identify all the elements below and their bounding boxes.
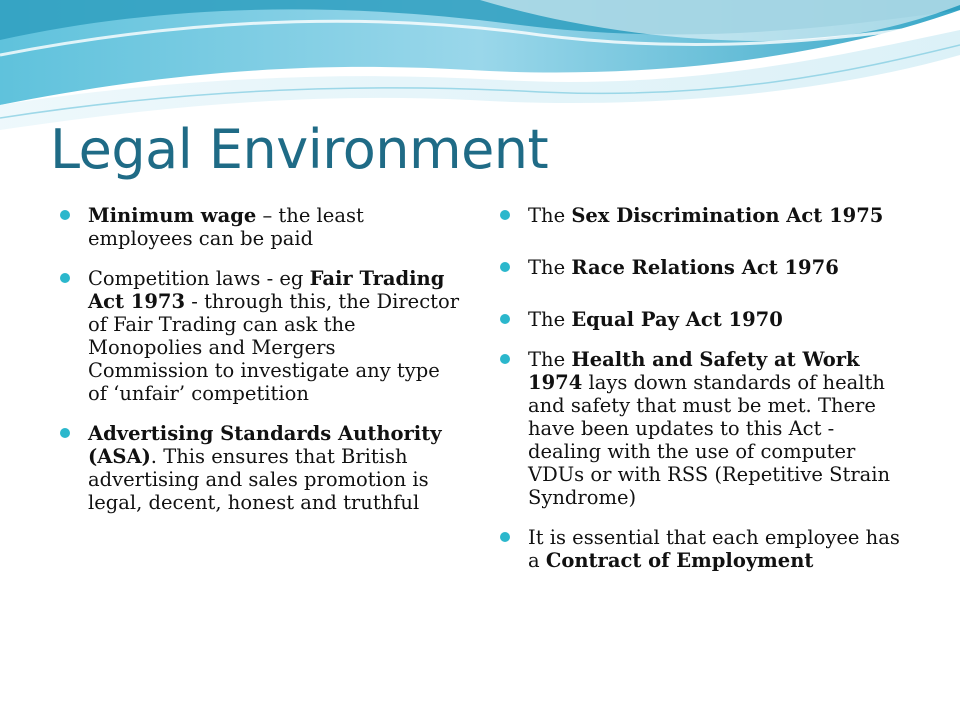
bold-term: Contract of Employment [545, 549, 814, 572]
left-column [60, 204, 460, 531]
left-bullet-list [60, 204, 460, 514]
item-text: . This ensures that British advertising and sales promotion is legal, decent, honest and truthful [88, 445, 429, 514]
bullet-icon [60, 428, 70, 438]
list-item [60, 422, 460, 514]
slide-title: Legal Environment [50, 118, 549, 181]
bold-term: Advertising Standards Authority (ASA) [88, 422, 442, 468]
bold-term: Race Relations Act 1976 [571, 256, 839, 279]
item-text: lays down standards of health and safety that must be met. There have been updates to this Act - dealing with the use of computer VDUs or with RSS (Repetitive Strain Syndrome) [528, 371, 891, 509]
bold-term: Health and Safety at Work 1974 [528, 348, 860, 394]
item-text: - through this, the Director of Fair Trading can ask the Monopolies and Mergers Commission to investigate any type of ‘unfair’ competition [88, 290, 460, 405]
list-item [60, 267, 460, 405]
bold-term: Minimum wage [88, 204, 257, 227]
item-text: It is essential that each employee has a [528, 526, 900, 572]
item-text: The [528, 348, 572, 371]
bold-term: Sex Discrimination Act 1975 [571, 204, 884, 227]
bullet-icon [500, 354, 510, 364]
bullet-icon [500, 314, 510, 324]
item-text: The [528, 308, 572, 331]
list-item [500, 348, 905, 509]
item-text: Competition laws - eg [88, 267, 310, 290]
item-text: The [528, 256, 572, 279]
item-text: – the least employees can be paid [88, 204, 364, 250]
right-column [500, 204, 905, 589]
bullet-icon [60, 273, 70, 283]
bullet-icon [500, 532, 510, 542]
list-item [500, 256, 905, 279]
list-item [60, 204, 460, 250]
list-item [500, 526, 905, 572]
bold-term: Fair Trading Act 1973 [88, 267, 445, 313]
list-item [500, 204, 905, 227]
bullet-icon [500, 210, 510, 220]
right-bullet-list [500, 204, 905, 572]
bullet-icon [500, 262, 510, 272]
bold-term: Equal Pay Act 1970 [571, 308, 783, 331]
item-text: The [528, 204, 572, 227]
bullet-icon [60, 210, 70, 220]
list-item [500, 308, 905, 331]
